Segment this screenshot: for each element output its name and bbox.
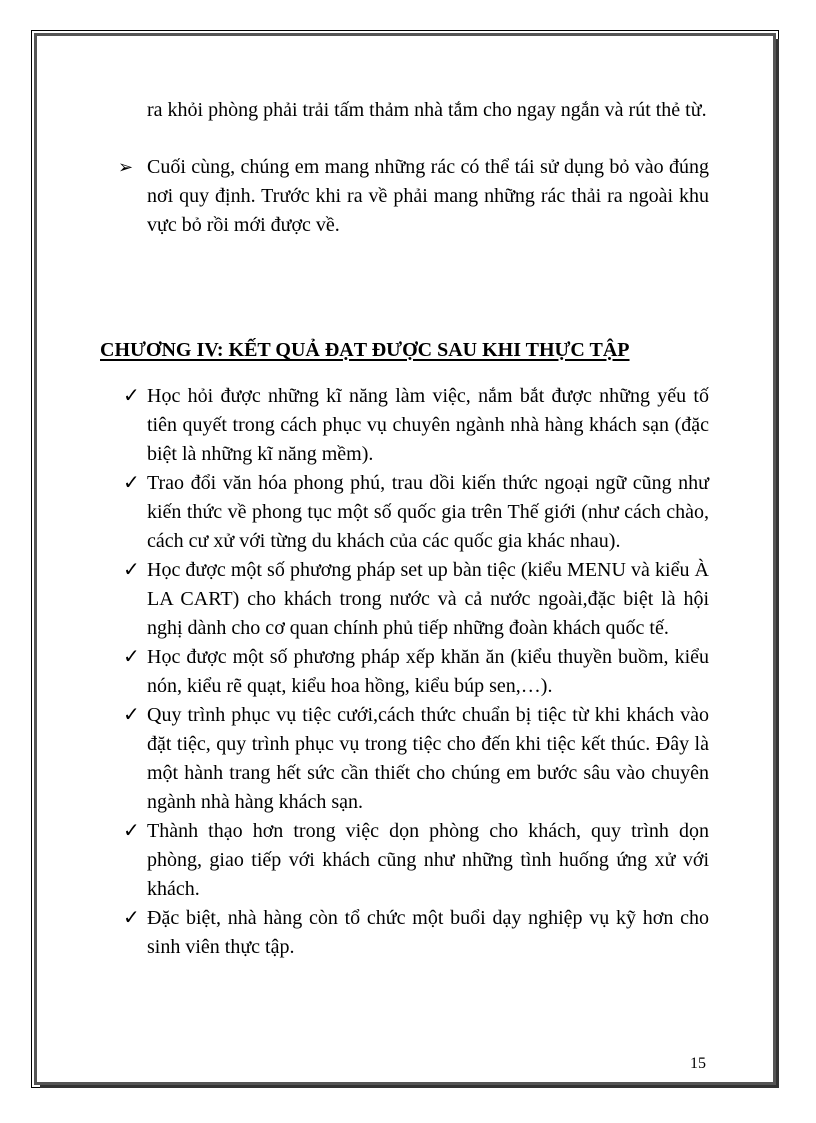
results-list-item — [123, 817, 709, 904]
arrow-bullet-icon: ➢ — [118, 157, 134, 177]
arrow-bullet-item — [118, 153, 709, 240]
results-item-text: Thành thạo hơn trong việc dọn phòng cho khách, quy trình dọn phòng, giao tiếp với khách cũng như những tình huống ứng xử với khách. — [147, 820, 709, 900]
checkmark-icon: ✓ — [123, 646, 140, 668]
arrow-bullet-text: Cuối cùng, chúng em mang những rác có thể tái sử dụng bỏ vào đúng nơi quy định. Trước khi ra về phải mang những rác thải ra ngoài khu vực bỏ rồi mới được về. — [147, 156, 709, 236]
checkmark-icon: ✓ — [123, 472, 140, 494]
results-item-text: Trao đổi văn hóa phong phú, trau dồi kiến thức ngoại ngữ cũng như kiến thức về phong tục một số quốc gia trên Thế giới (như cách chào, cách cư xử với từng du khách của các quốc gia khác nhau). — [147, 472, 709, 552]
results-list-item — [123, 643, 709, 701]
results-item-text: Học được một số phương pháp xếp khăn ăn (kiểu thuyền buồm, kiểu nón, kiểu rẽ quạt, kiểu hoa hồng, kiểu búp sen,…). — [147, 646, 709, 697]
results-list-item — [123, 904, 709, 962]
checkmark-icon: ✓ — [123, 559, 140, 581]
results-item-text: Đặc biệt, nhà hàng còn tổ chức một buổi dạy nghiệp vụ kỹ hơn cho sinh viên thực tập. — [147, 907, 709, 958]
chapter-heading: CHƯƠNG IV: KẾT QUẢ ĐẠT ĐƯỢC SAU KHI THỰC TẬP — [100, 339, 630, 361]
checkmark-icon: ✓ — [123, 907, 140, 929]
results-list-item — [123, 382, 709, 469]
continuation-paragraph: ra khỏi phòng phải trải tấm thảm nhà tắm cho ngay ngắn và rút thẻ từ. — [147, 99, 707, 121]
results-list-item — [123, 556, 709, 643]
checkmark-icon: ✓ — [123, 704, 140, 726]
results-item-text: Học được một số phương pháp set up bàn tiệc (kiểu MENU và kiểu À LA CART) cho khách trong nước và cả nước ngoài,đặc biệt là hội nghị dành cho cơ quan chính phủ tiếp những đoàn khách quốc tế. — [147, 559, 709, 639]
results-list-item — [123, 469, 709, 556]
checkmark-icon: ✓ — [123, 385, 140, 407]
checkmark-icon: ✓ — [123, 820, 140, 842]
results-item-text: Học hỏi được những kĩ năng làm việc, nắm bắt được những yếu tố tiên quyết trong cách phục vụ chuyên ngành nhà hàng khách sạn (đặc biệt là những kĩ năng mềm). — [147, 385, 709, 465]
page-number: 15 — [690, 1055, 706, 1072]
results-list — [123, 382, 709, 962]
results-list-item — [123, 701, 709, 817]
results-item-text: Quy trình phục vụ tiệc cưới,cách thức chuẩn bị tiệc từ khi khách vào đặt tiệc, quy trình phục vụ trong tiệc cho đến khi tiệc kết thúc. Đây là một hành trang hết sức cần thiết cho chúng em bước sâu vào chuyên ngành nhà hàng khách sạn. — [147, 704, 709, 813]
